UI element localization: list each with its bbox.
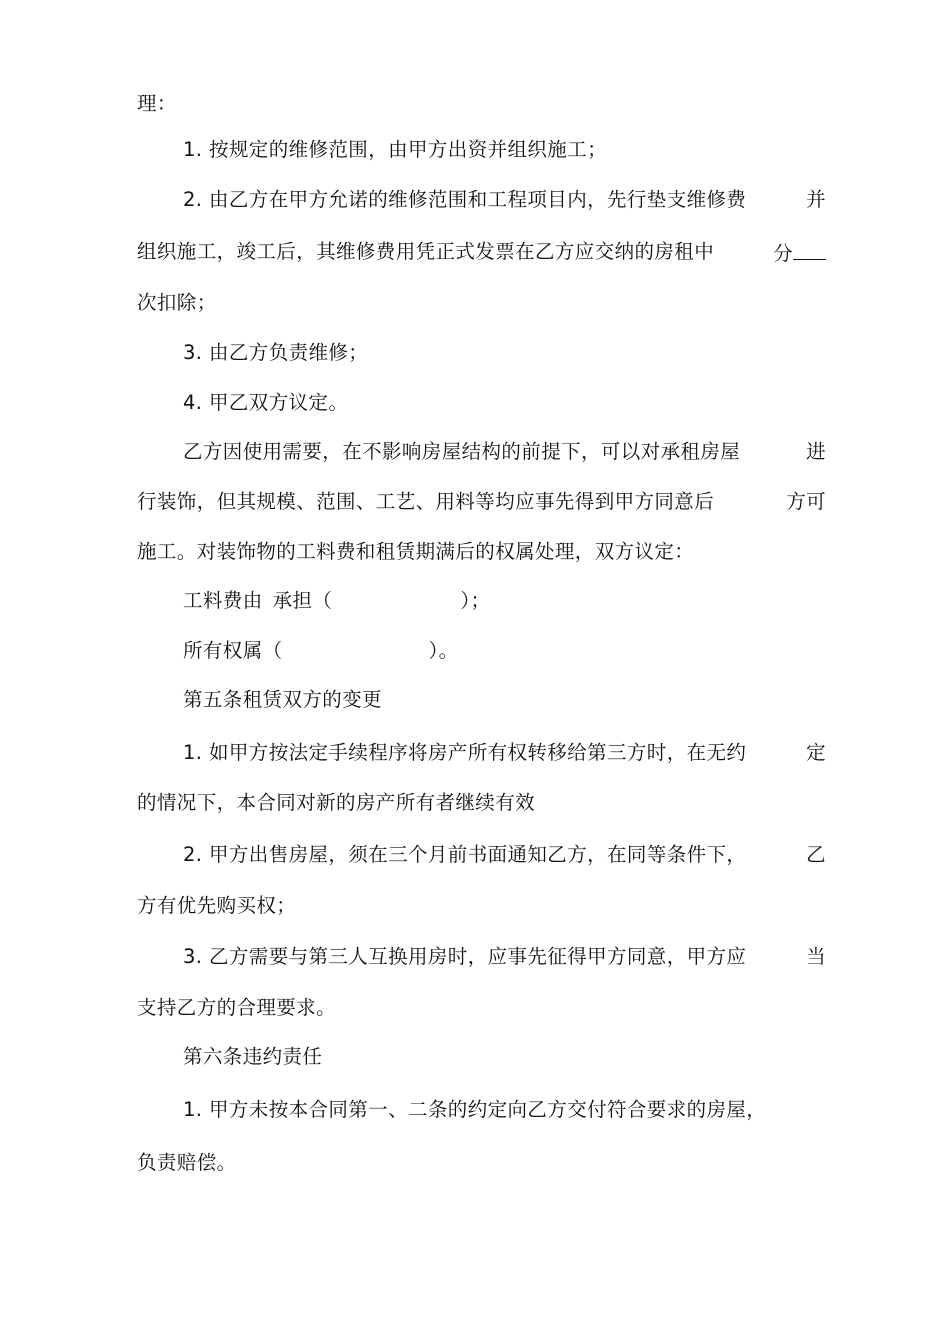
text-segment: 3. 乙方需要与第三人互换用房时，应事先征得甲方同意，甲方应	[183, 945, 747, 968]
text-segment: 并	[806, 188, 826, 211]
text-line	[183, 187, 826, 213]
text-segment: 定	[806, 741, 826, 764]
text-line: 1. 按规定的维修范围，由甲方出资并组织施工；	[183, 138, 608, 161]
text-segment: 所有权属（	[183, 639, 283, 662]
text-line: 4. 甲乙双方议定。	[183, 391, 349, 414]
text-segment: 进	[806, 440, 826, 463]
text-line: 3. 由乙方负责维修；	[183, 341, 369, 364]
text-segment: 乙	[806, 843, 826, 866]
text-segment: ）；	[460, 589, 491, 612]
text-line: 的情况下，本合同对新的房产所有者继续有效	[137, 791, 536, 814]
text-line: 支持乙方的合理要求。	[137, 996, 337, 1019]
text-segment: 1. 如甲方按法定手续程序将房产所有权转移给第三方时，在无约	[183, 741, 747, 764]
text-line	[183, 740, 826, 766]
section-heading: 第五条租赁双方的变更	[183, 688, 383, 711]
text-segment: 乙方因使用需要，在不影响房屋结构的前提下，可以对承租房屋	[183, 440, 741, 463]
text-line	[137, 239, 826, 265]
text-segment: 工料费由	[183, 589, 263, 612]
text-segment: 行装饰，但其规模、范围、工艺、用料等均应事先得到甲方同意后	[137, 490, 715, 513]
text-line: 理：	[137, 92, 177, 115]
text-segment: 方可	[786, 490, 826, 513]
text-line: 次扣除；	[137, 291, 217, 314]
text-segment: 当	[806, 945, 826, 968]
fill-in-blank	[793, 239, 826, 260]
text-segment: 2. 由乙方在甲方允诺的维修范围和工程项目内，先行垫支维修费	[183, 188, 747, 211]
text-line: 负责赔偿。	[137, 1151, 237, 1174]
text-line	[183, 638, 459, 664]
text-line	[137, 489, 826, 515]
text-segment-with-blank	[773, 239, 826, 267]
text-segment: 2. 甲方出售房屋，须在三个月前书面通知乙方，在同等条件下，	[183, 843, 747, 866]
text-line	[183, 944, 826, 970]
text-line	[183, 842, 826, 868]
text-line: 1. 甲方未按本合同第一、二条的约定向乙方交付符合要求的房屋，	[183, 1098, 767, 1121]
text-line	[183, 439, 826, 465]
text-line: 施工。对装饰物的工料费和租赁期满后的权属处理，双方议定：	[137, 540, 695, 563]
text-line	[183, 588, 490, 614]
text-segment: 承担（	[272, 589, 333, 612]
section-heading: 第六条违约责任	[183, 1045, 323, 1068]
text-line: 方有优先购买权；	[137, 894, 297, 917]
text-segment: 组织施工，竣工后，其维修费用凭正式发票在乙方应交纳的房租中	[137, 240, 715, 263]
text-segment: ）。	[428, 639, 459, 662]
text-segment: 分	[773, 242, 793, 265]
